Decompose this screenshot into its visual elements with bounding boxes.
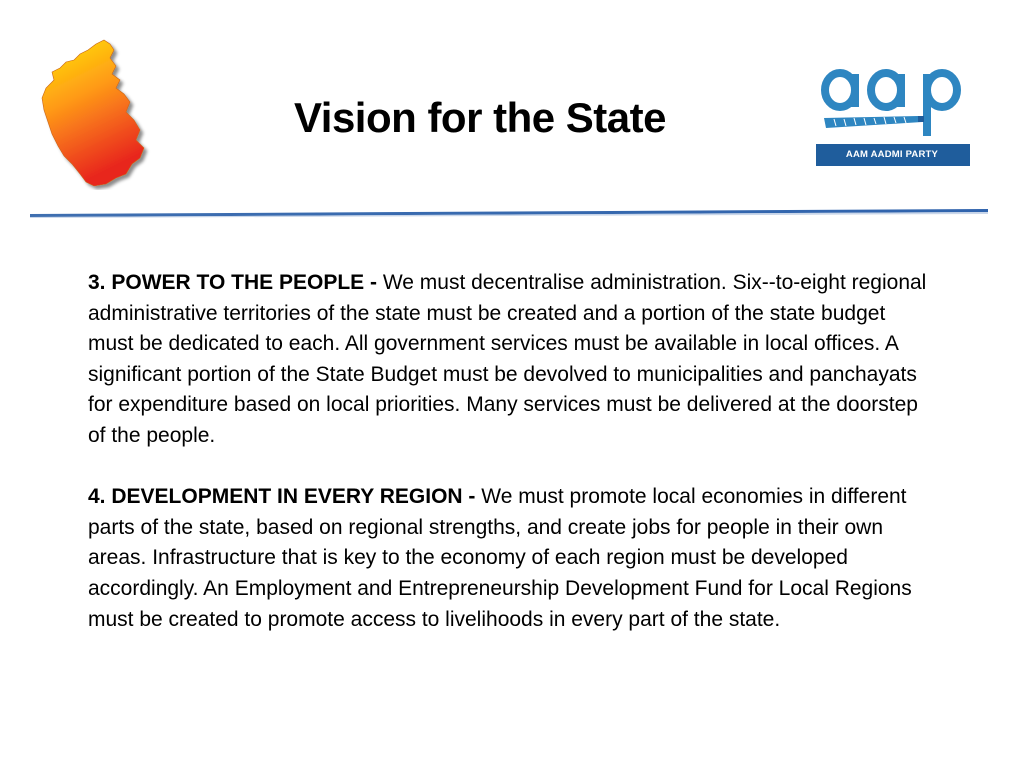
point-text: We must promote local economies in different parts of the state, based on regional strengths, and create jobs for people in their own areas. Infrastructure that is key to the economy of each region must be developed accordingly. An Employment and Entrepreneurship Development Fund for Local Regions must be created to promote access to livelihoods in every part of the state. (88, 485, 912, 631)
logo-caption: AAM AADMI PARTY (845, 149, 939, 160)
point-heading: 3. POWER TO THE PEOPLE - (88, 271, 383, 294)
body-text (88, 268, 928, 635)
slide-title: Vision for the State (294, 94, 666, 141)
title-divider (30, 208, 988, 218)
point-heading: 4. DEVELOPMENT IN EVERY REGION - (88, 485, 482, 509)
karnataka-map-icon (36, 38, 154, 190)
point-text: We must decentralise administration. Six--to-eight regional administrative territories of the state must be created and a portion of the state budget must be dedicated to each. All government services must be available in local offices. A significant portion of the State Budget must be devolved to municipalities and panchayats for expenditure based on local priorities. Many services must be delivered at the doorstep of the people. (88, 271, 927, 447)
party-logo (814, 56, 974, 168)
point-development-in-every-region (88, 482, 928, 635)
point-power-to-the-people (88, 268, 928, 452)
